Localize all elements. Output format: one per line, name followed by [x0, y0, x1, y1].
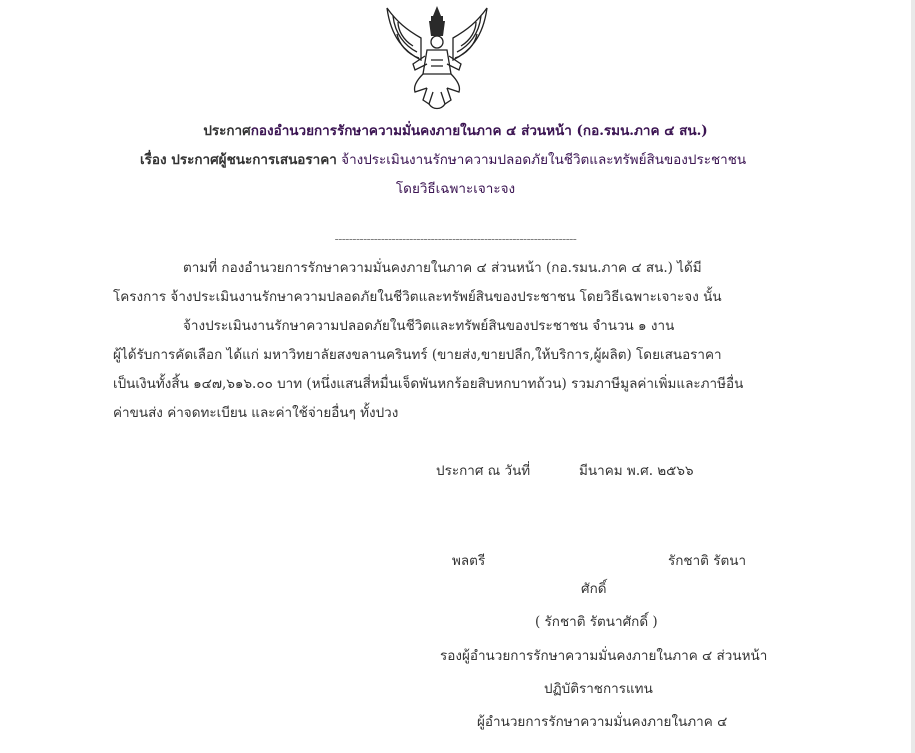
announcement-title: [0, 121, 911, 141]
garuda-emblem-icon: [383, 0, 491, 112]
signer-full-name: ( รักชาติ รัตนาศักดิ์ ): [535, 614, 658, 630]
date-value: มีนาคม พ.ศ. ๒๕๖๖: [579, 463, 694, 479]
signer-name-part1: รักชาติ รัตนา: [668, 553, 747, 569]
signer-rank: พลตรี: [452, 553, 486, 569]
body-line-5: เป็นเงินทั้งสิ้น ๑๔๗,๖๑๖.๐๐ บาท (หนึ่งแสนสี่หมื่นเจ็ดพันหกร้อยสิบหกบาทถ้วน) รวมภาษีมูลค่าเพิ่มและภาษีอื่น: [113, 376, 744, 392]
body-line-3: จ้างประเมินงานรักษาความปลอดภัยในชีวิตและทรัพย์สินของประชาชน จำนวน ๑ งาน: [183, 318, 675, 334]
title-organization: กองอำนวยการรักษาความมั่นคงภายในภาค ๔ ส่วนหน้า (กอ.รมน.ภาค ๔ สน.): [250, 123, 708, 139]
body-line-1: ตามที่ กองอำนวยการรักษาความมั่นคงภายในภาค ๔ ส่วนหน้า (กอ.รมน.ภาค ๔ สน.) ได้มี: [183, 260, 702, 276]
subject-line-2: โดยวิธีเฉพาะเจาะจง: [395, 181, 516, 197]
signer-position-3: ผู้อำนวยการรักษาความมั่นคงภายในภาค ๔: [477, 714, 728, 730]
page-edge: [911, 0, 915, 753]
signer-position-2: ปฏิบัติราชการแทน: [544, 681, 653, 697]
title-prefix: ประกาศ: [203, 123, 251, 139]
signer-name-part2: ศักดิ์: [581, 581, 607, 597]
subject-text: จ้างประเมินงานรักษาความปลอดภัยในชีวิตและทรัพย์สินของประชาชน: [341, 152, 747, 168]
body-line-2: โครงการ จ้างประเมินงานรักษาความปลอดภัยในชีวิตและทรัพย์สินของประชาชน โดยวิธีเฉพาะเจาะจง นั้น: [113, 289, 722, 305]
body-line-6: ค่าขนส่ง ค่าจดทะเบียน และค่าใช้จ่ายอื่นๆ ทั้งปวง: [113, 405, 399, 421]
date-label: ประกาศ ณ วันที่: [436, 463, 531, 479]
subject-line: [140, 150, 746, 170]
signer-position-1: รองผู้อำนวยการรักษาความมั่นคงภายในภาค ๔ ส่วนหน้า: [440, 648, 768, 664]
separator: --------------------------------------------------------------------: [334, 232, 577, 246]
body-line-4: ผู้ได้รับการคัดเลือก ได้แก่ มหาวิทยาลัยสงขลานครินทร์ (ขายส่ง,ขายปลีก,ให้บริการ,ผู้ผลิต) โดยเสนอราคา: [113, 347, 722, 363]
subject-label: เรื่อง ประกาศผู้ชนะการเสนอราคา: [140, 152, 337, 168]
